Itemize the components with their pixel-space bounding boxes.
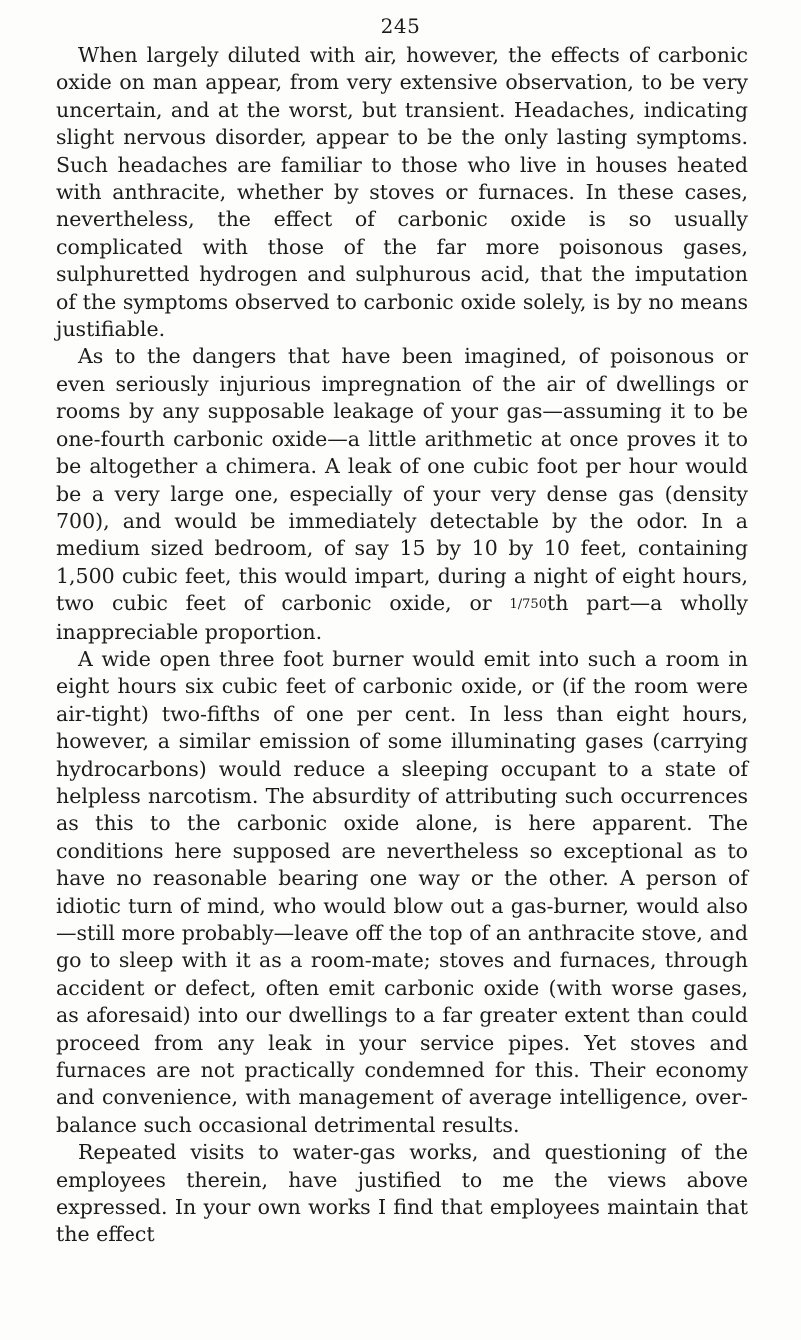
paragraph-burner-emission: A wide open three foot burner would emit into such a room in eight hours six cubic feet of carbonic oxide, or (if the room were air-tight) two-fifths of one per cent. In less than eight hours, however, a similar emission of some illuminating gases (carrying hydrocarbons) would reduce a sleeping occupant to a state of helpless narcotism. The absurdity of attributing such occurrences as this to the carbonic oxide alone, is here apparent. The conditions here supposed are nevertheless so exceptional as to have no reasonable bearing one way or the other. A person of idiotic turn of mind, who would blow out a gas-burner, would also—still more probably—leave off the top of an anthracite stove, and go to sleep with it as a room-mate; stoves and furnaces, through accident or defect, often emit carbonic oxide (with worse gases, as aforesaid) into our dwellings to a far greater extent than could proceed from any leak in your service pipes. Yet stoves and furnaces are not practically condemned for this. Their economy and convenience, with management of average intelligence, over-balance such occasional detrimental results.: [56, 646, 748, 1137]
fraction-one-750th: 1/750: [509, 597, 547, 613]
leakage-text-before: As to the dangers that have been imagined, of poisonous or even seriously injurious impregnation of the air of dwellings or rooms by any supposable leakage of your gas—assuming it to be one-fourth carbonic oxide—a little arithmetic at once proves it to be altogether a chimera. A leak of one cubic foot per hour would be a very large one, especially of your very dense gas (density 700), and would be immediately detectable by the odor. In a medium sized bedroom, of say 15 by 10 by 10 feet, containing 1,500 cubic feet, this would impart, during a night of eight hours, two cubic feet of carbonic oxide, or: [56, 344, 748, 616]
paragraph-leakage-dangers: [56, 343, 748, 645]
paragraph-water-gas-works: Repeated visits to water-gas works, and questioning of the employees therein, have justified to me the views above expressed. In your own works I find that employees maintain that the effect: [56, 1140, 748, 1247]
leakage-text-after: th part—a wholly inappreciable proportion.: [56, 591, 748, 644]
body-text: [56, 42, 748, 1249]
paragraph-carbonic-oxide-effects: When largely diluted with air, however, the effects of carbonic oxide on man appear, from very extensive observation, to be very uncertain, and at the worst, but transient. Headaches, indicating slight nervous disorder, appear to be the only lasting symptoms. Such headaches are familiar to those who live in houses heated with anthracite, whether by stoves or furnaces. In these cases, nevertheless, the effect of carbonic oxide is so usually complicated with those of the far more poisonous gases, sulphuretted hydrogen and sulphurous acid, that the imputation of the symptoms observed to carbonic oxide solely, is by no means justifiable.: [56, 43, 748, 342]
page-number: 245: [380, 14, 421, 38]
